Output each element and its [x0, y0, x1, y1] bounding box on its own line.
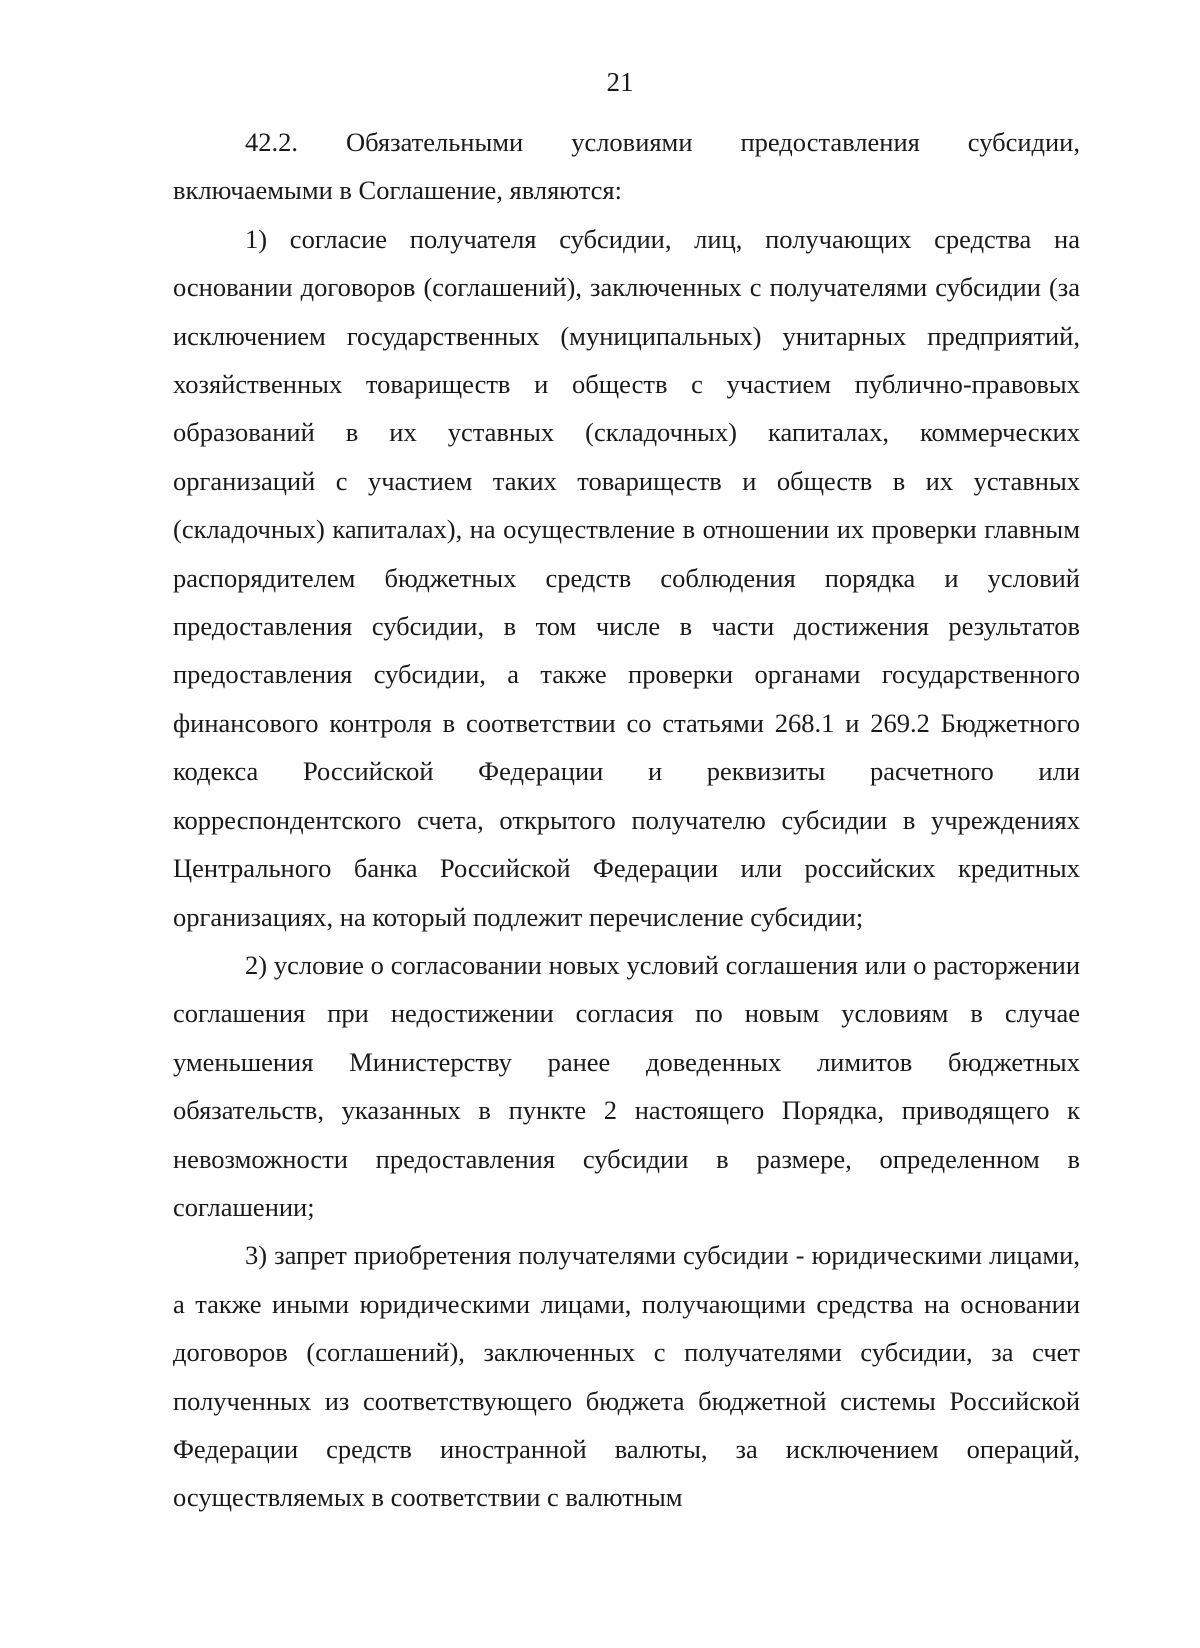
paragraph-item-2: 2) условие о согласовании новых условий соглашения или о расторжении соглашения при недостижении согласия по новым условиям в случае уменьшения Министерству ранее доведенных лимитов бюджетных обязательств, указанных в пункте 2 настоящего Порядка, приводящего к невозможности предоставления субсидии в размере, определенном в соглашении;: [173, 949, 1080, 1222]
paragraph-42-2: 42.2. Обязательными условиями предоставления субсидии, включаемыми в Соглашение, являются:: [173, 127, 1080, 206]
document-body: [173, 118, 1080, 1522]
page-number: 21: [606, 67, 634, 97]
paragraph-item-1: 1) согласие получателя субсидии, лиц, получающих средства на основании договоров (соглашений), заключенных с получателями субсидии (за исключением государственных (муниципальных) унитарных предприятий, хозяйственных товариществ и обществ с участием публично-правовых образований в их уставных (складочных) капиталах, коммерческих организаций с участием таких товариществ и обществ в их уставных (складочных) капиталах), на осуществление в отношении их проверки главным распорядителем бюджетных средств соблюдения порядка и условий предоставления субсидии, в том числе в части достижения результатов предоставления субсидии, а также проверки органами государственного финансового контроля в соответствии со статьями 268.1 и 269.2 Бюджетного кодекса Российской Федерации и реквизиты расчетного или корреспондентского счета, открытого получателю субсидии в учреждениях Центрального банка Российской Федерации или российских кредитных организациях, на который подлежит перечисление субсидии;: [173, 223, 1080, 932]
paragraph-item-3: 3) запрет приобретения получателями субсидии - юридическими лицами, а также иными юридическими лицами, получающими средства на основании договоров (соглашений), заключенных с получателями субсидии, за счет полученных из соответствующего бюджета бюджетной системы Российской Федерации средств иностранной валюты, за исключением операций, осуществляемых в соответствии с валютным: [173, 1240, 1080, 1513]
